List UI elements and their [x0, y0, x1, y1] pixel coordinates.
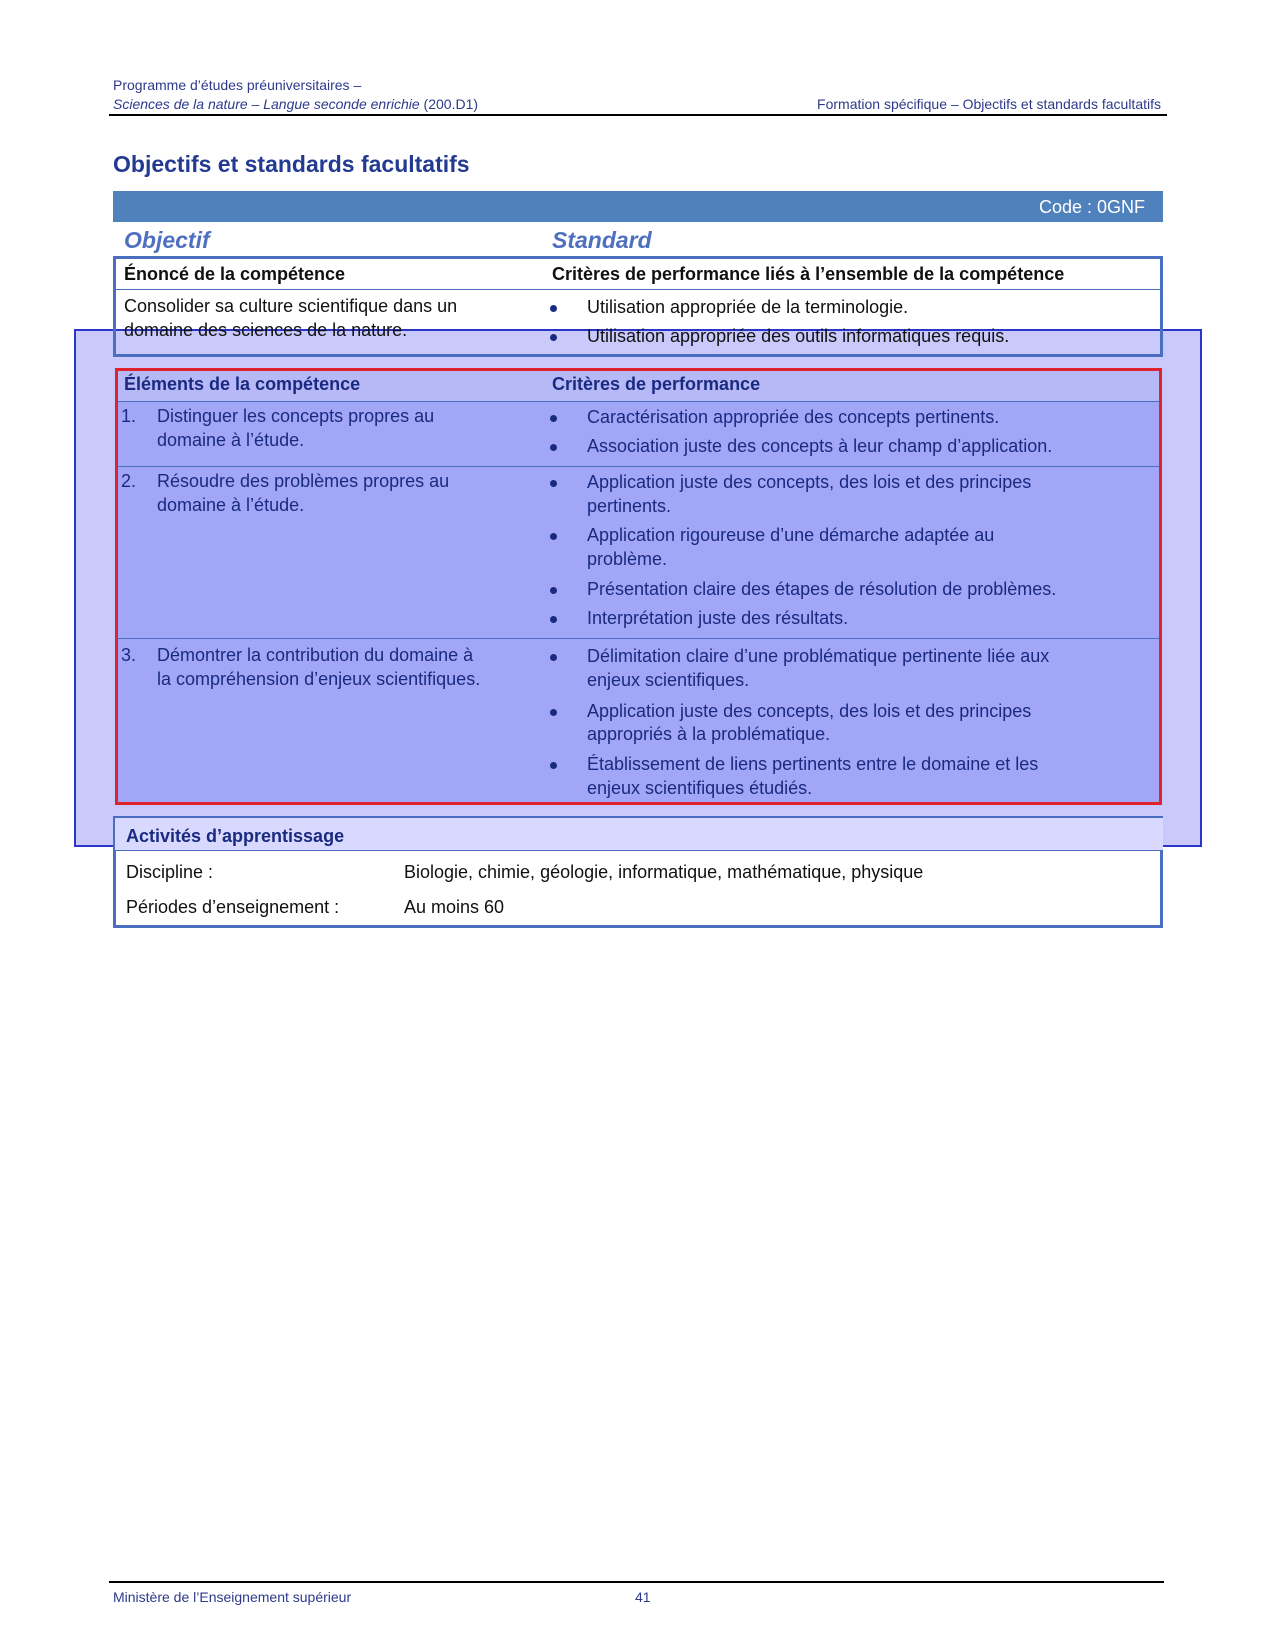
bullet-icon — [550, 480, 557, 487]
bullet-icon — [550, 305, 557, 312]
criterion: Association juste des concepts à leur champ d’application. — [587, 436, 1053, 456]
bullet-icon — [550, 444, 557, 451]
criterion-continuation: enjeux scientifiques. — [587, 670, 750, 690]
competence-code: Code : 0GNF — [1038, 197, 1145, 217]
code-bar — [113, 191, 1163, 222]
page-title: Objectifs et standards facultatifs — [113, 151, 470, 177]
criterion: Établissement de liens pertinents entre le domaine et les — [587, 754, 1039, 774]
discipline-label: Discipline : — [126, 862, 214, 882]
footer-rule — [109, 1581, 1164, 1583]
criterion: Caractérisation appropriée des concepts pertinents. — [587, 407, 1000, 427]
header-program-line: Programme d’études préuniversitaires – — [113, 77, 362, 93]
criterion-continuation: appropriés à la problématique. — [587, 724, 831, 744]
bullet-icon — [550, 654, 557, 661]
element-number: 1. — [121, 406, 137, 426]
criteria-header: Critères de performance liés à l’ensemble de la compétence — [552, 264, 1065, 284]
criterion-continuation: enjeux scientifiques étudiés. — [587, 778, 813, 798]
header-program-title: Sciences de la nature – Langue seconde enrichie — [113, 96, 420, 112]
discipline-value: Biologie, chimie, géologie, informatique, mathématique, physique — [404, 862, 924, 882]
element-text: domaine à l’étude. — [157, 495, 305, 515]
bullet-icon — [550, 762, 557, 769]
enonce-text-line1: Consolider sa culture scientifique dans un — [124, 296, 458, 316]
elements-divider — [118, 638, 1159, 639]
objective-label: Objectif — [124, 227, 210, 253]
enonce-text-line2: domaine des sciences de la nature. — [124, 320, 408, 340]
criterion: Application rigoureuse d’une démarche adaptée au — [587, 525, 995, 545]
global-criterion: Utilisation appropriée de la terminologie. — [587, 297, 909, 317]
element-text: Distinguer les concepts propres au — [157, 406, 435, 426]
element-text: Démontrer la contribution du domaine à — [157, 645, 474, 665]
criterion: Application juste des concepts, des lois et des principes — [587, 701, 1032, 721]
header-program-code: (200.D1) — [419, 96, 479, 112]
criterion: Application juste des concepts, des lois et des principes — [587, 472, 1032, 492]
elements-divider — [118, 401, 1159, 402]
elements-divider — [118, 466, 1159, 467]
element-text: la compréhension d’enjeux scientifiques. — [157, 669, 481, 689]
criterion: Délimitation claire d’une problématique pertinente liée aux — [587, 646, 1050, 666]
standard-label: Standard — [552, 227, 652, 253]
bullet-icon — [550, 533, 557, 540]
bullet-icon — [550, 616, 557, 623]
activities-divider — [116, 850, 1160, 851]
criterion: Interprétation juste des résultats. — [587, 608, 849, 628]
enonce-header: Énoncé de la compétence — [124, 264, 346, 284]
page-number: 41 — [635, 1589, 651, 1605]
footer-ministry: Ministère de l’Enseignement supérieur — [113, 1589, 352, 1605]
header-section-title: Formation spécifique – Objectifs et standards facultatifs — [817, 96, 1161, 112]
bullet-icon — [550, 334, 557, 341]
bullet-icon — [550, 709, 557, 716]
element-number: 3. — [121, 645, 137, 665]
bullet-icon — [550, 415, 557, 422]
performance-criteria-header: Critères de performance — [552, 374, 761, 394]
elements-header: Éléments de la compétence — [124, 374, 361, 394]
competence-divider — [116, 289, 1160, 290]
bullet-icon — [550, 587, 557, 594]
element-text: domaine à l’étude. — [157, 430, 305, 450]
periods-value: Au moins 60 — [404, 897, 505, 917]
criterion-continuation: problème. — [587, 549, 668, 569]
element-number: 2. — [121, 471, 137, 491]
periods-label: Périodes d’enseignement : — [126, 897, 340, 917]
criterion: Présentation claire des étapes de résolution de problèmes. — [587, 579, 1057, 599]
activities-header: Activités d’apprentissage — [126, 826, 345, 846]
global-criterion: Utilisation appropriée des outils informatiques requis. — [587, 326, 1010, 346]
criterion-continuation: pertinents. — [587, 496, 672, 516]
header-program-name — [113, 96, 478, 112]
header-rule — [109, 114, 1167, 116]
element-text: Résoudre des problèmes propres au — [157, 471, 450, 491]
